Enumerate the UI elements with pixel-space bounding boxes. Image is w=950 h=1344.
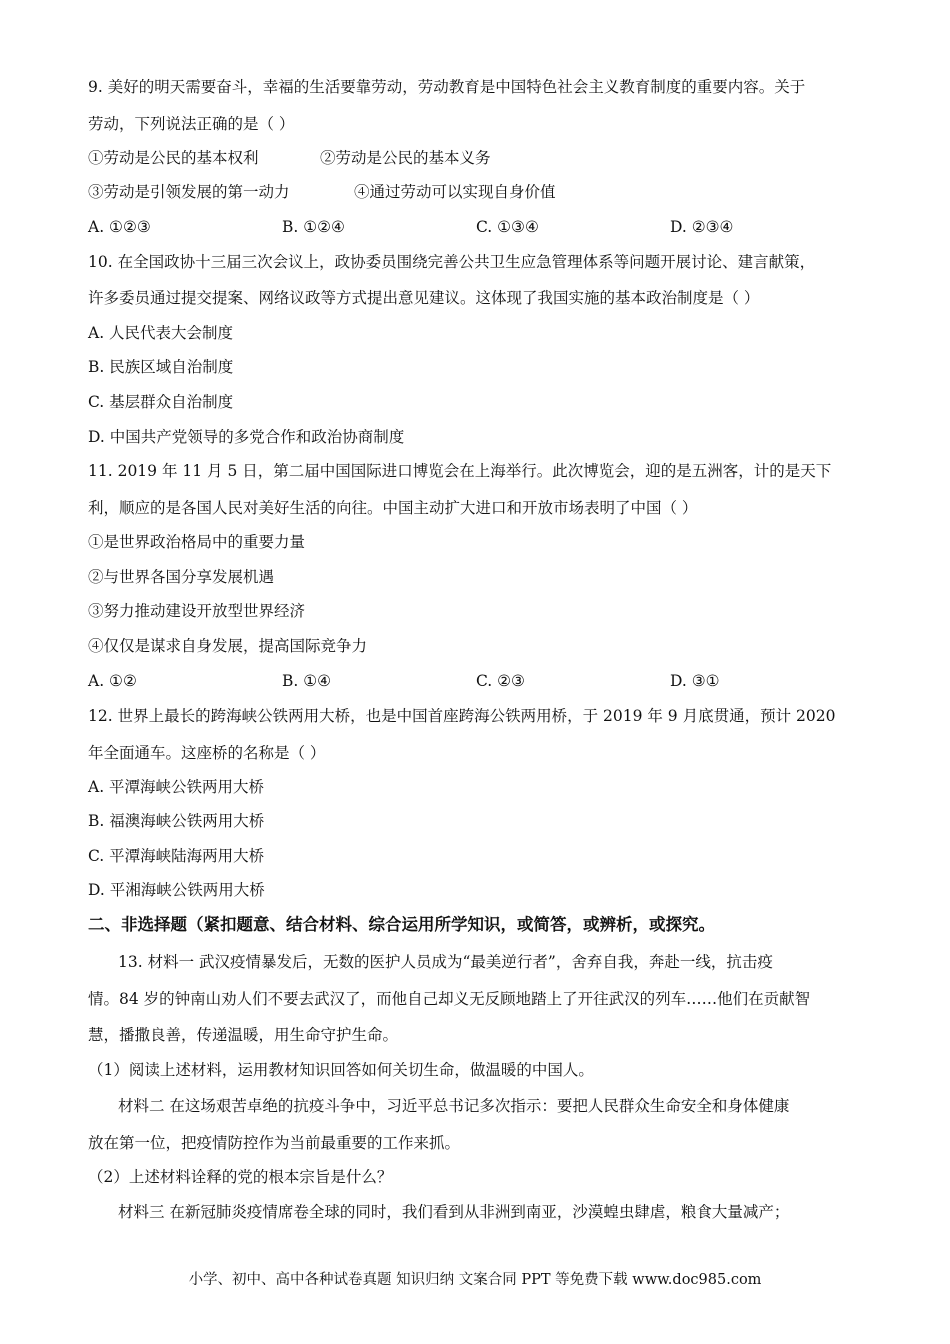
q12-option-c[interactable]: C. 平潭海峡陆海两用大桥 (88, 847, 265, 865)
q11-statement-4: ④仅仅是谋求自身发展，提高国际竞争力 (88, 637, 368, 655)
q9-statement-1: ①劳动是公民的基本权利 (88, 149, 259, 167)
q12-option-b[interactable]: B. 福澳海峡公铁两用大桥 (88, 812, 265, 830)
section-heading: 二、非选择题（紧扣题意、结合材料、综合运用所学知识，或简答，或辨析，或探究。 (88, 915, 715, 934)
q9-option-c[interactable]: C. ①③④ (476, 218, 539, 236)
q10-option-a[interactable]: A. 人民代表大会制度 (88, 324, 234, 342)
q9-stem-line2: 劳动，下列说法正确的是（ ） (88, 115, 295, 133)
q11-options (88, 671, 868, 691)
q9-option-a[interactable]: A. ①②③ (88, 218, 151, 236)
q12-stem-line2: 年全面通车。这座桥的名称是（ ） (88, 744, 326, 762)
q9-options (88, 217, 868, 237)
q9-statement-3: ③劳动是引领发展的第一动力 (88, 183, 290, 201)
q10-stem-line1: 10. 在全国政协十三届三次会议上，政协委员围绕完善公共卫生应急管理体系等问题开展讨论、建言献策， (88, 253, 816, 271)
q13-material2-line2: 放在第一位，把疫情防控作为当前最重要的工作来抓。 (88, 1134, 461, 1152)
q13-material1-line3: 慧，播撒良善，传递温暖，用生命守护生命。 (88, 1026, 399, 1044)
q13-question2: （2）上述材料诠释的党的根本宗旨是什么？ (88, 1168, 393, 1186)
q11-option-c[interactable]: C. ②③ (476, 672, 525, 690)
q9-statement-2: ②劳动是公民的基本义务 (320, 149, 491, 167)
page-footer: 小学、初中、高中各种试卷真题 知识归纳 文案合同 PPT 等免费下载 www.doc985.com (188, 1272, 762, 1288)
q9-option-b[interactable]: B. ①②④ (282, 218, 345, 236)
q10-stem-line2: 许多委员通过提交提案、网络议政等方式提出意见建议。这体现了我国实施的基本政治制度是（ ） (88, 289, 760, 307)
q12-option-a[interactable]: A. 平潭海峡公铁两用大桥 (88, 778, 265, 796)
q11-option-a[interactable]: A. ①② (88, 672, 137, 690)
q10-option-d[interactable]: D. 中国共产党领导的多党合作和政治协商制度 (88, 428, 405, 446)
q9-statements-row1 (88, 148, 868, 168)
q13-material1-line1: 13. 材料一 武汉疫情暴发后，无数的医护人员成为“最美逆行者”，舍弃自我，奔赴一线，抗击疫 (118, 953, 773, 971)
q11-option-d[interactable]: D. ③① (670, 672, 720, 690)
q11-stem-line2: 利，顺应的是各国人民对美好生活的向往。中国主动扩大进口和开放市场表明了中国（ ） (88, 499, 698, 517)
q11-stem-line1: 11. 2019 年 11 月 5 日，第二届中国国际进口博览会在上海举行。此次博览会，迎的是五洲客，计的是天下 (88, 462, 832, 480)
q9-statement-4: ④通过劳动可以实现自身价值 (354, 183, 556, 201)
q13-material2-line1: 材料二 在这场艰苦卓绝的抗疫斗争中，习近平总书记多次指示：要把人民群众生命安全和身体健康 (118, 1097, 790, 1115)
q10-option-b[interactable]: B. 民族区域自治制度 (88, 358, 234, 376)
q12-option-d[interactable]: D. 平湘海峡公铁两用大桥 (88, 881, 265, 899)
q9-statements-row2 (88, 182, 868, 202)
q11-statement-1: ①是世界政治格局中的重要力量 (88, 533, 306, 551)
q13-material1-line2: 情。84 岁的钟南山劝人们不要去武汉了，而他自己却义无反顾地踏上了开往武汉的列车……他们在贡献智 (88, 990, 811, 1008)
q9-stem-line1: 9. 美好的明天需要奋斗，幸福的生活要靠劳动，劳动教育是中国特色社会主义教育制度的重要内容。关于 (88, 78, 806, 96)
q13-question1: （1）阅读上述材料，运用教材知识回答如何关切生命，做温暖的中国人。 (88, 1061, 594, 1079)
q10-option-c[interactable]: C. 基层群众自治制度 (88, 393, 234, 411)
q11-option-b[interactable]: B. ①④ (282, 672, 332, 690)
q13-material3-line1: 材料三 在新冠肺炎疫情席卷全球的同时，我们看到从非洲到南亚，沙漠蝗虫肆虐，粮食大量减产； (118, 1203, 790, 1221)
q12-stem-line1: 12. 世界上最长的跨海峡公铁两用大桥，也是中国首座跨海公铁两用桥，于 2019 年 9 月底贯通，预计 2020 (88, 707, 836, 725)
q9-option-d[interactable]: D. ②③④ (670, 218, 734, 236)
q11-statement-2: ②与世界各国分享发展机遇 (88, 568, 275, 586)
q11-statement-3: ③努力推动建设开放型世界经济 (88, 602, 306, 620)
